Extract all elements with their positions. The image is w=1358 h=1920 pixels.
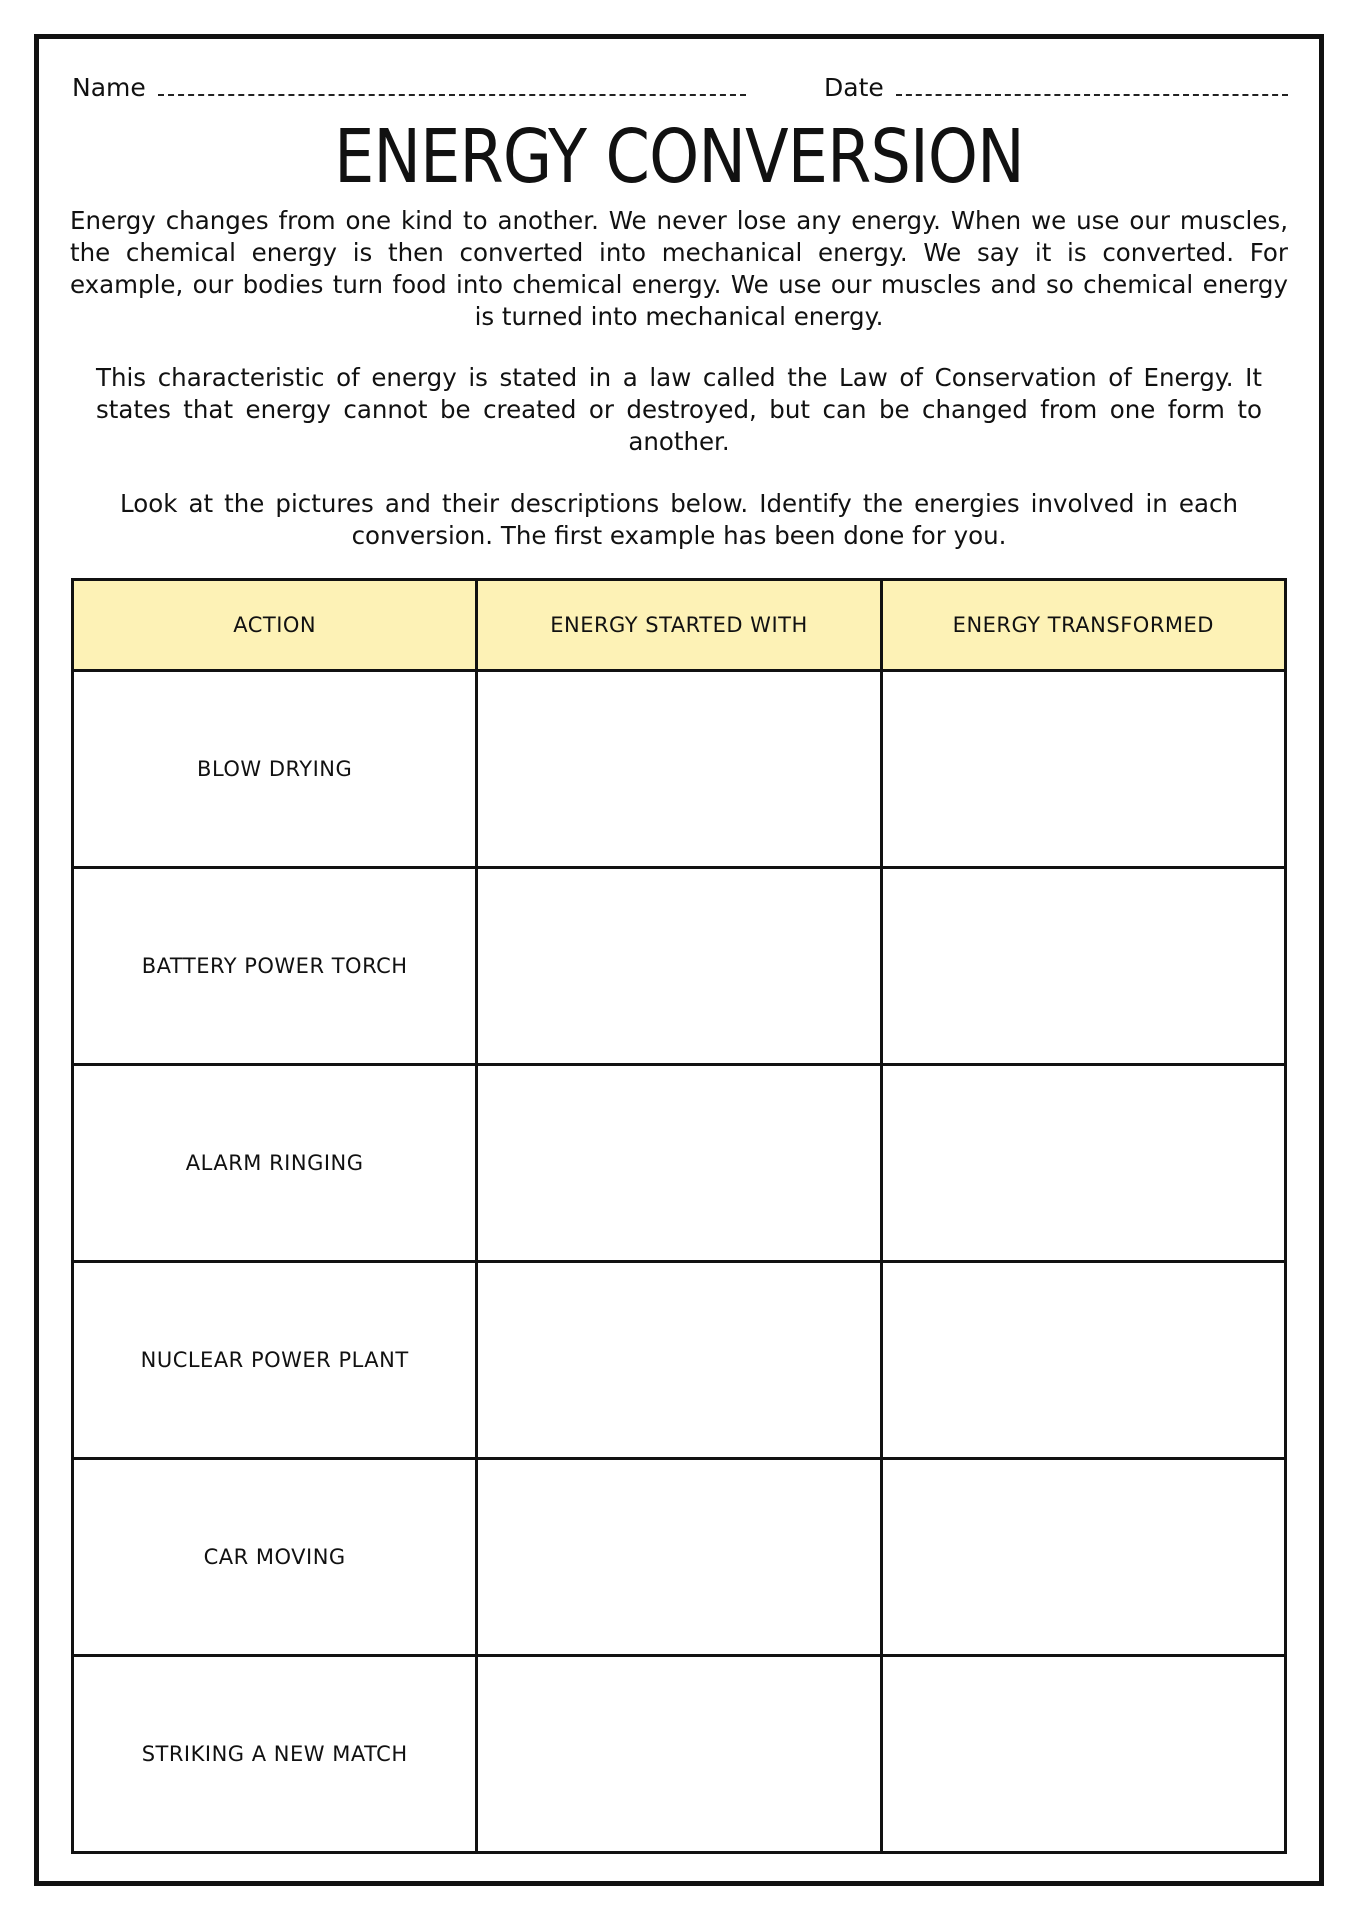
date-field[interactable] [896, 86, 1288, 96]
name-label: Name [72, 73, 146, 102]
energy-started-cell[interactable] [477, 671, 881, 868]
energy-started-cell[interactable] [477, 1459, 881, 1656]
table-row [73, 1262, 1286, 1459]
column-header-energy-started: ENERGY STARTED WITH [477, 580, 881, 671]
energy-transformed-cell[interactable] [881, 1656, 1285, 1853]
energy-transformed-cell[interactable] [881, 1262, 1285, 1459]
energy-transformed-cell[interactable] [881, 1459, 1285, 1656]
action-cell: ALARM RINGING [73, 1065, 477, 1262]
name-field[interactable] [158, 86, 746, 96]
action-cell: CAR MOVING [73, 1459, 477, 1656]
date-label: Date [824, 73, 884, 102]
energy-transformed-cell[interactable] [881, 868, 1285, 1065]
energy-started-cell[interactable] [477, 1065, 881, 1262]
energy-started-cell[interactable] [477, 1656, 881, 1853]
energy-table [71, 578, 1287, 1854]
table-row [73, 1459, 1286, 1656]
intro-paragraph: Energy changes from one kind to another. We never lose any energy. When we use our muscles, the chemical energy is then converted into mechanical energy. We say it is converted. For example, our bodies turn food into chemical energy. We use our muscles and so chemical energy is turned into mechanical energy. [70, 206, 1288, 331]
action-cell: STRIKING A NEW MATCH [73, 1656, 477, 1853]
action-cell: BATTERY POWER TORCH [73, 868, 477, 1065]
table-row [73, 868, 1286, 1065]
action-cell: BLOW DRYING [73, 671, 477, 868]
column-header-action: ACTION [73, 580, 477, 671]
table-header-row [73, 580, 1286, 671]
table-row [73, 671, 1286, 868]
name-field-row [72, 68, 746, 102]
action-cell: NUCLEAR POWER PLANT [73, 1262, 477, 1459]
energy-started-cell[interactable] [477, 1262, 881, 1459]
date-field-row [824, 68, 1288, 102]
column-header-energy-transformed: ENERGY TRANSFORMED [881, 580, 1285, 671]
table-row [73, 1065, 1286, 1262]
table-row [73, 1656, 1286, 1853]
energy-transformed-cell[interactable] [881, 671, 1285, 868]
law-paragraph: This characteristic of energy is stated in a law called the Law of Conservation of Energy. It states that energy cannot be created or destroyed, but can be changed from one form to another. [96, 363, 1262, 456]
worksheet-title: ENERGY CONVERSION [334, 114, 1024, 200]
energy-transformed-cell[interactable] [881, 1065, 1285, 1262]
instructions-paragraph: Look at the pictures and their descriptions below. Identify the energies involved in each conversion. The first example has been done for you. [120, 489, 1238, 550]
energy-started-cell[interactable] [477, 868, 881, 1065]
